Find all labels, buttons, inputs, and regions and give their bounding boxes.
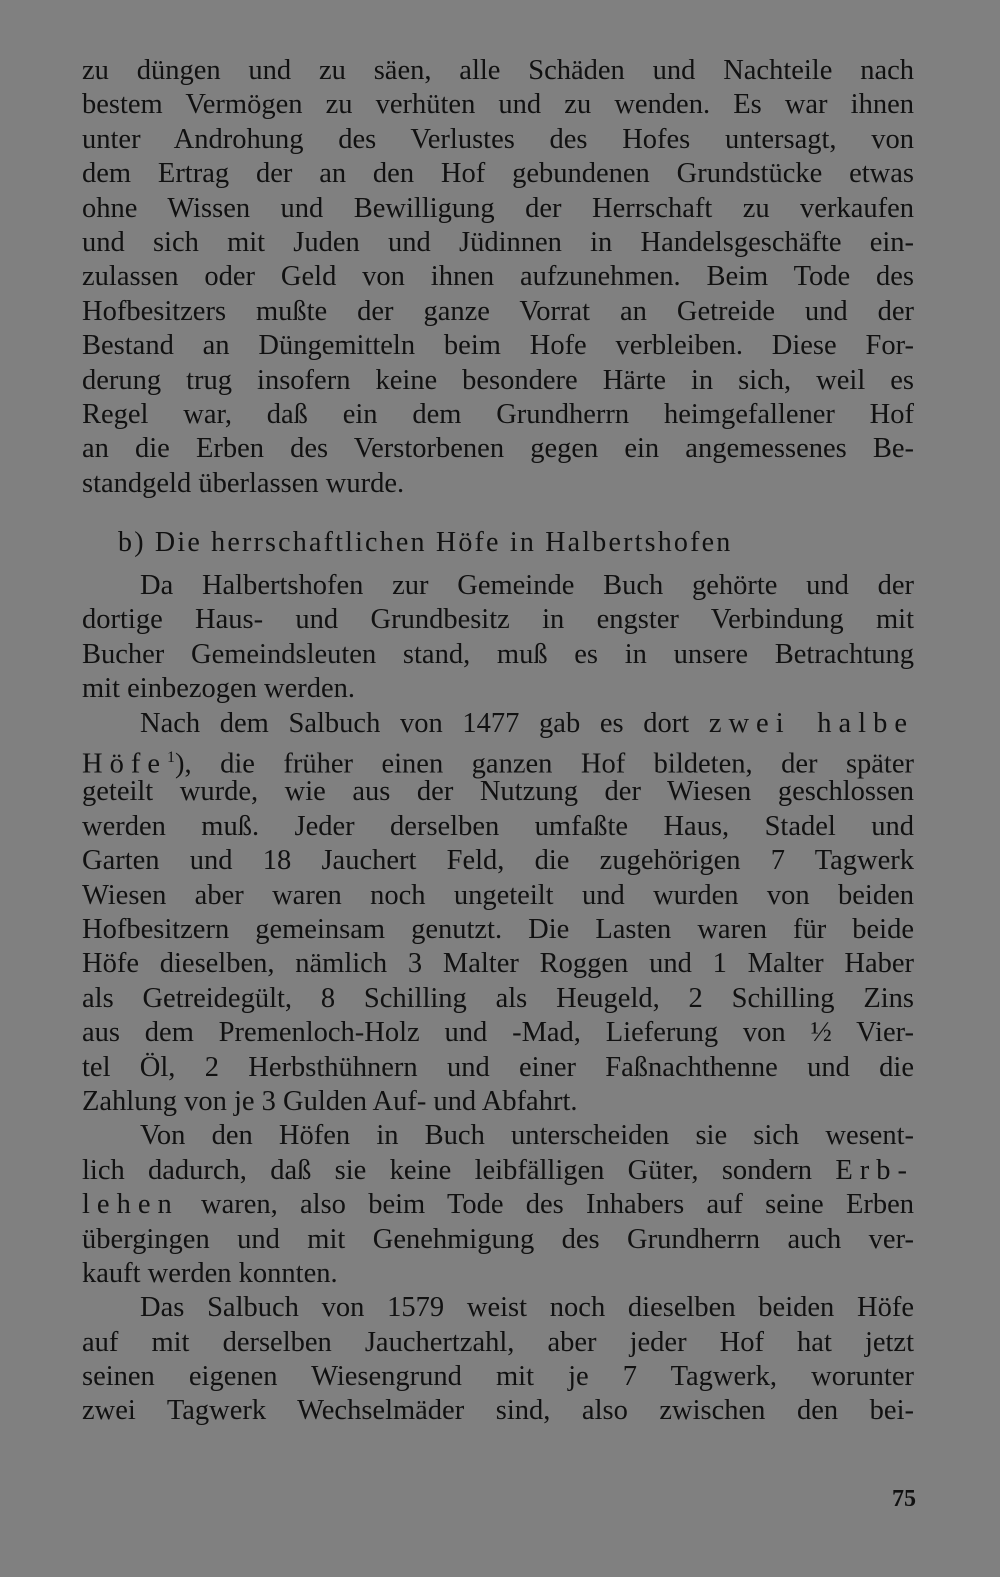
spaced-emphasis: zwei halbe bbox=[708, 707, 914, 739]
paragraph-5 bbox=[82, 1291, 914, 1429]
text-line: Bucher Gemeindsleuten stand, muß es in unsere Betrachtung bbox=[82, 638, 914, 670]
text-line bbox=[82, 1154, 914, 1188]
text-line: zulassen oder Geld von ihnen aufzunehmen. Beim Tode des bbox=[82, 261, 914, 293]
spaced-emphasis: Erb- bbox=[835, 1154, 914, 1186]
spaced-emphasis: lehen bbox=[82, 1189, 179, 1221]
text-line: Von den Höfen in Buch unterscheiden sie sich wesent- bbox=[140, 1120, 914, 1152]
text-line: zwei Tagwerk Wechselmäder sind, also zwischen den bei- bbox=[82, 1395, 914, 1427]
text-line bbox=[82, 707, 914, 741]
text-line: Zahlung von je 3 Gulden Auf- und Abfahrt. bbox=[82, 1085, 578, 1117]
page-number: 75 bbox=[892, 1486, 916, 1512]
text-line: Bestand an Düngemitteln beim Hofe verbleiben. Diese For- bbox=[82, 330, 914, 362]
text-line: als Getreidegült, 8 Schilling als Heugeld, 2 Schilling Zins bbox=[82, 982, 914, 1014]
text-line: Wiesen aber waren noch ungeteilt und wurden von beiden bbox=[82, 879, 914, 911]
text-run: ), die früher einen ganzen Hof bildeten, der später bbox=[174, 748, 914, 780]
text-line: übergingen und mit Genehmigung des Grundherrn auch ver- bbox=[82, 1223, 914, 1255]
section-heading: b) Die herrschaftlichen Höfe in Halbertshofen bbox=[118, 527, 733, 559]
paragraph-4 bbox=[82, 1119, 914, 1291]
text-line bbox=[82, 1188, 914, 1222]
text-line: seinen eigenen Wiesengrund mit je 7 Tagwerk, worunter bbox=[82, 1361, 914, 1393]
text-line: auf mit derselben Jauchertzahl, aber jeder Hof hat jetzt bbox=[82, 1326, 914, 1358]
text-line: werden muß. Jeder derselben umfaßte Haus, Stadel und bbox=[82, 810, 914, 842]
text-line: kauft werden konnten. bbox=[82, 1257, 338, 1289]
text-line: und sich mit Juden und Jüdinnen in Handelsgeschäfte ein- bbox=[82, 226, 914, 258]
footnote-marker: 1 bbox=[166, 749, 175, 767]
text-line: bestem Vermögen zu verhüten und zu wenden. Es war ihnen bbox=[82, 89, 914, 121]
text-line: geteilt wurde, wie aus der Nutzung der Wiesen geschlossen bbox=[82, 776, 914, 808]
text-line: dortige Haus- und Grundbesitz in engster Verbindung mit bbox=[82, 604, 914, 636]
text-line: tel Öl, 2 Herbsthühnern und einer Faßnachthenne und die bbox=[82, 1051, 914, 1083]
paragraph-3 bbox=[82, 707, 914, 1120]
text-line: Höfe dieselben, nämlich 3 Malter Roggen und 1 Malter Haber bbox=[82, 948, 914, 980]
text-line: mit einbezogen werden. bbox=[82, 673, 356, 705]
text-run: waren, also beim Tode des Inhabers auf seine Erben bbox=[178, 1189, 914, 1221]
spaced-emphasis: Höfe bbox=[82, 748, 167, 780]
text-run: Nach dem Salbuch von 1477 gab es dort bbox=[140, 707, 690, 739]
text-line: standgeld überlassen wurde. bbox=[82, 467, 405, 499]
text-line: Hofbesitzern gemeinsam genutzt. Die Lasten waren für beide bbox=[82, 913, 914, 945]
text-line: derung trug insofern keine besondere Härte in sich, weil es bbox=[82, 364, 914, 396]
text-line: ohne Wissen und Bewilligung der Herrschaft zu verkaufen bbox=[82, 192, 914, 224]
text-line: dem Ertrag der an den Hof gebundenen Grundstücke etwas bbox=[82, 158, 914, 190]
text-line: Regel war, daß ein dem Grundherrn heimgefallener Hof bbox=[82, 398, 914, 430]
text-line: zu düngen und zu säen, alle Schäden und Nachteile nach bbox=[82, 55, 914, 86]
text-run: lich dadurch, daß sie keine leibfälligen Güter, sondern bbox=[82, 1154, 813, 1186]
text-line bbox=[82, 741, 914, 780]
book-page-body bbox=[82, 54, 914, 1429]
text-line: aus dem Premenloch-Holz und -Mad, Lieferung von ½ Vier- bbox=[82, 1017, 914, 1049]
text-line: an die Erben des Verstorbenen gegen ein angemessenes Be- bbox=[82, 433, 914, 465]
section-spacer bbox=[82, 501, 914, 523]
text-line: unter Androhung des Verlustes des Hofes untersagt, von bbox=[82, 123, 914, 155]
paragraph-2 bbox=[82, 569, 914, 707]
paragraph-1 bbox=[82, 54, 914, 501]
text-line: Hofbesitzers mußte der ganze Vorrat an Getreide und der bbox=[82, 295, 914, 327]
text-line: Garten und 18 Jauchert Feld, die zugehörigen 7 Tagwerk bbox=[82, 845, 914, 877]
text-line: Da Halbertshofen zur Gemeinde Buch gehörte und der bbox=[140, 570, 914, 602]
text-line: Das Salbuch von 1579 weist noch dieselben beiden Höfe bbox=[140, 1292, 914, 1324]
